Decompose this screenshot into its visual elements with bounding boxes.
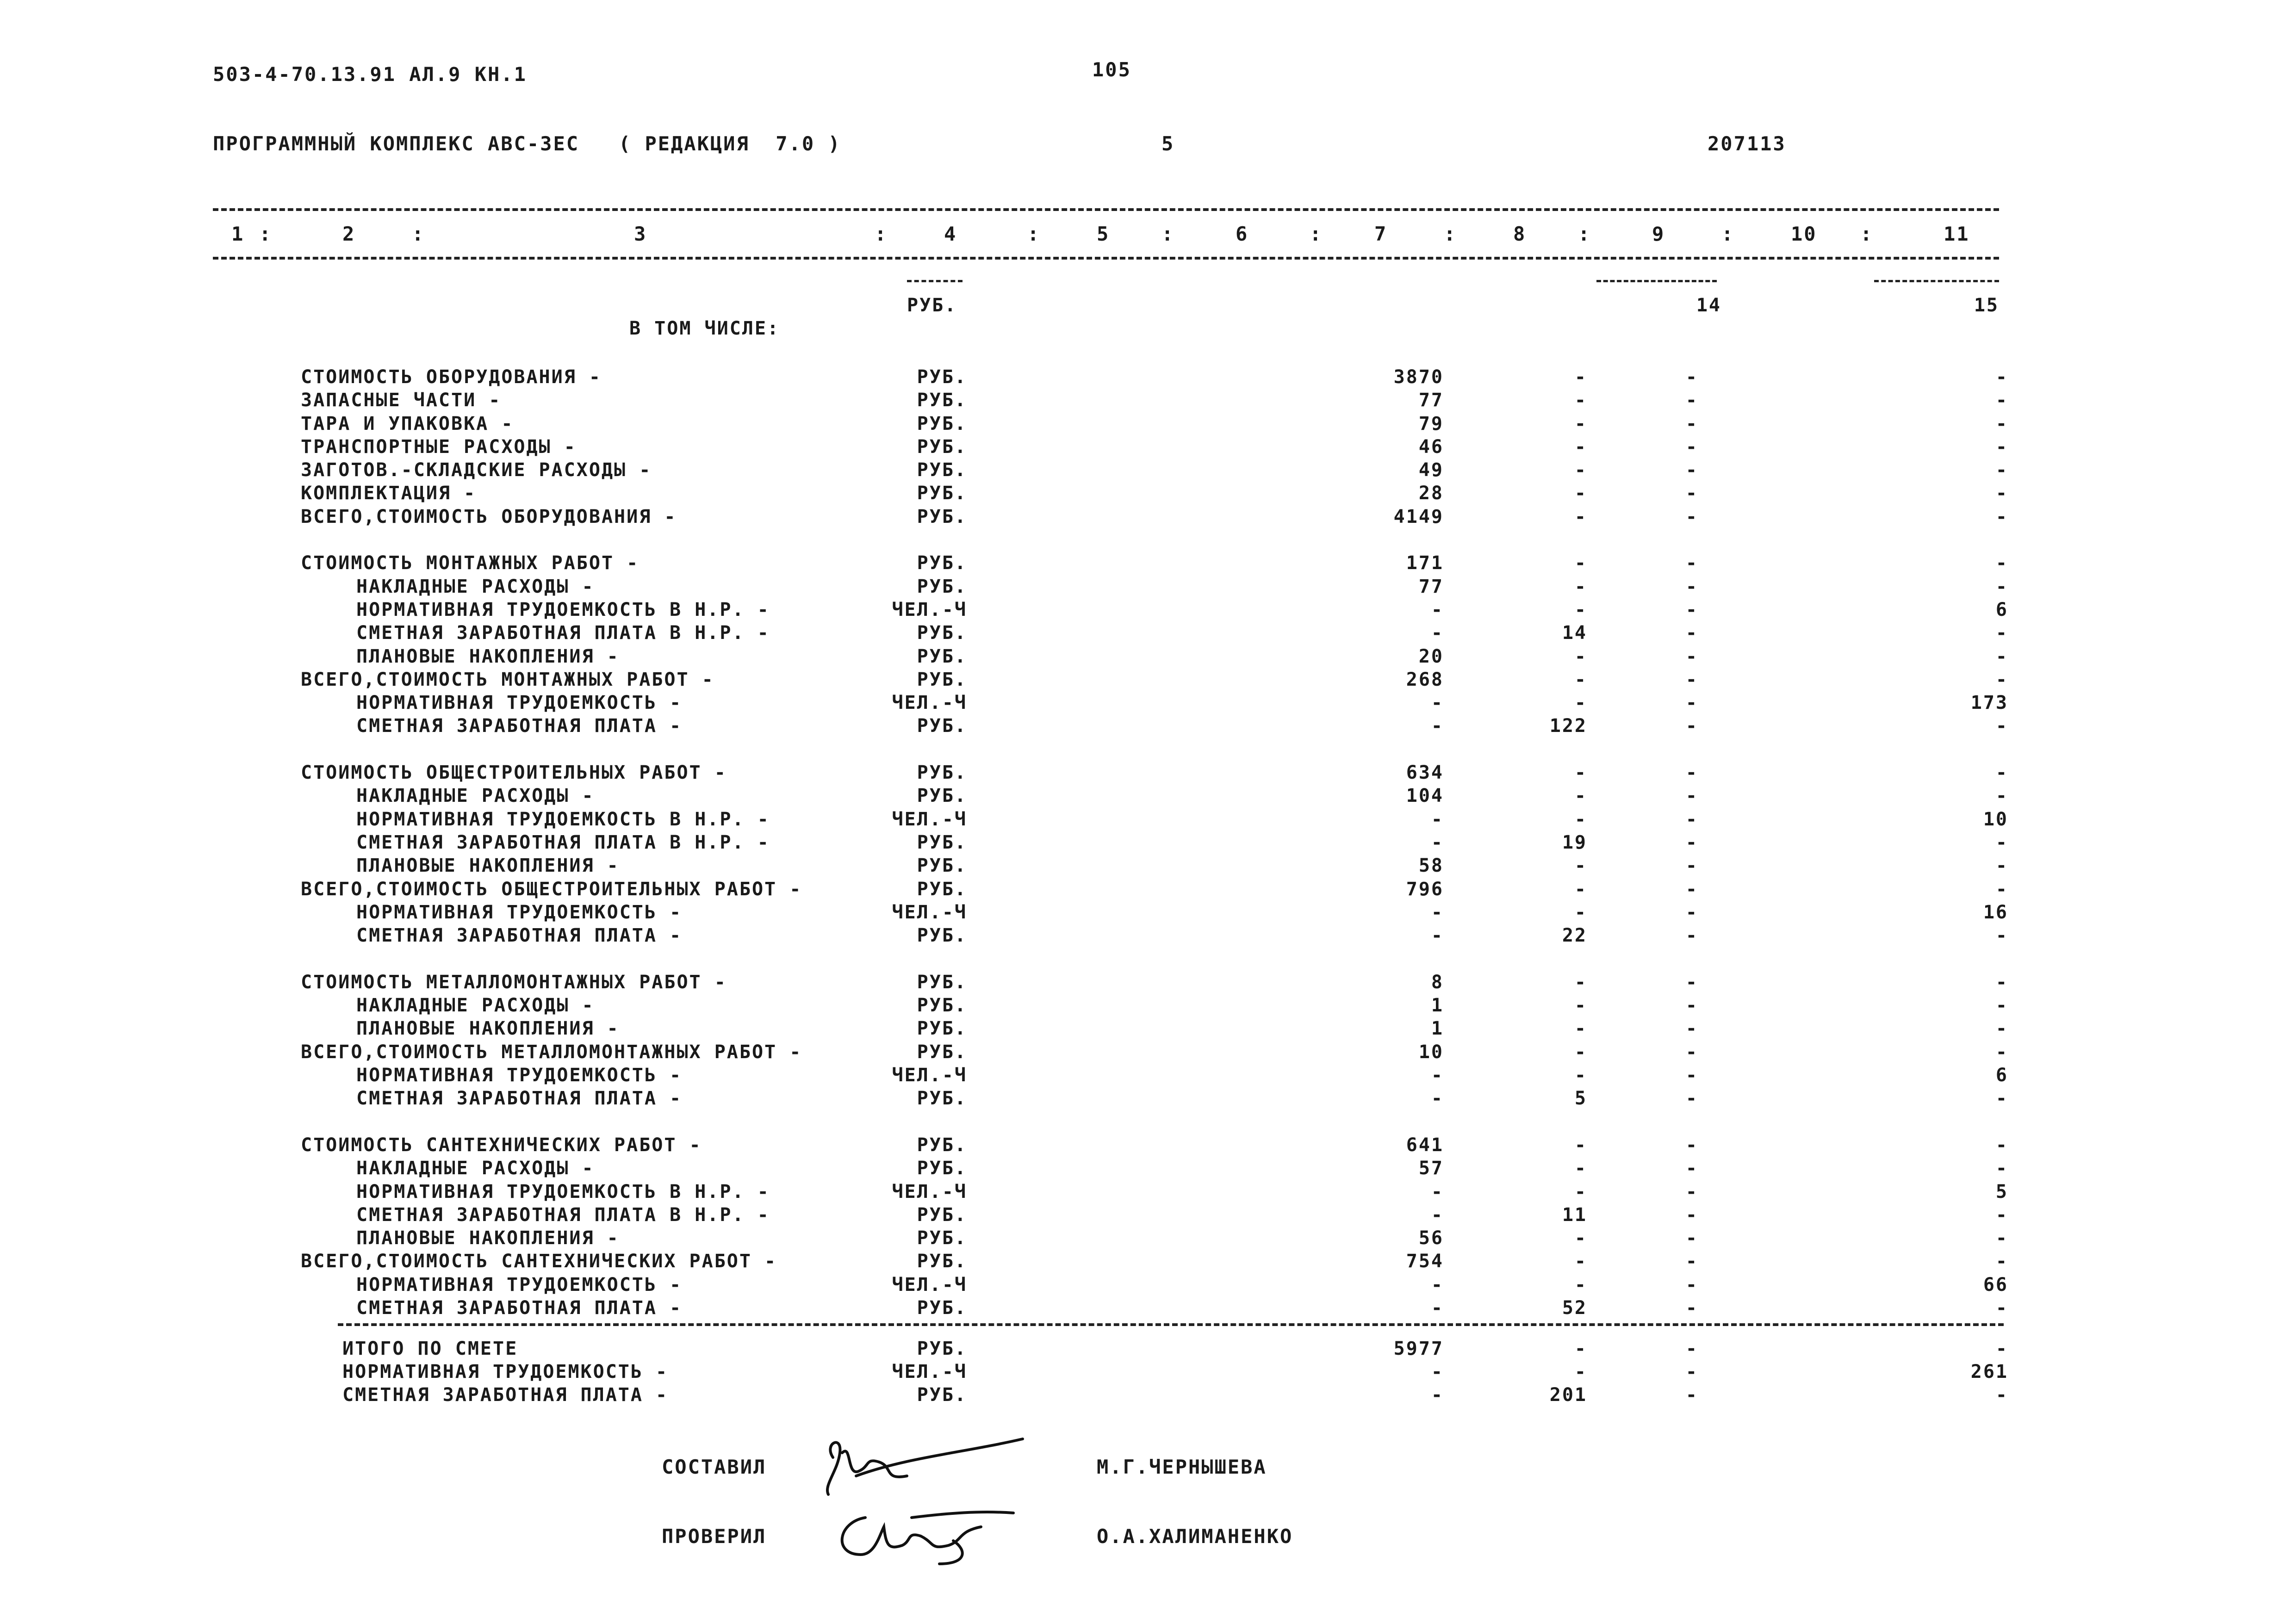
short-rule-col9: [1596, 280, 1717, 282]
row-col7-value: 641: [1406, 1134, 1444, 1156]
column-separator: :: [1578, 223, 1591, 245]
row-col8-value: -: [1574, 1065, 1587, 1086]
row-col8-value: -: [1574, 1158, 1587, 1179]
row-label: ЗАГОТОВ.-СКЛАДСКИЕ РАСХОДЫ -: [301, 459, 652, 481]
row-col11-value: -: [1995, 1134, 2008, 1156]
row-unit: РУБ.: [917, 1018, 967, 1039]
totals-col11-value: 261: [1970, 1361, 2008, 1382]
row-col9-value: -: [1685, 1018, 1698, 1039]
row-unit: РУБ.: [917, 972, 967, 993]
row-label: ПЛАНОВЫЕ НАКОПЛЕНИЯ -: [356, 1227, 620, 1249]
in-total-label: В ТОМ ЧИСЛЕ:: [629, 318, 780, 339]
column-separator: :: [1161, 223, 1175, 245]
row-col11-value: 5: [1995, 1181, 2008, 1203]
row-col7-value: 57: [1418, 1158, 1444, 1179]
compiled-name: М.Г.ЧЕРНЫШЕВА: [1097, 1456, 1267, 1478]
row-col8-value: -: [1574, 506, 1587, 527]
row-col9-value: -: [1685, 1204, 1698, 1226]
row-col9-value: -: [1685, 925, 1698, 946]
row-col7-value: 28: [1418, 483, 1444, 504]
sheet-number: 5: [1161, 132, 1175, 155]
row-label: НОРМАТИВНАЯ ТРУДОЕМКОСТЬ В Н.Р. -: [356, 1181, 770, 1203]
row-col11-value: 6: [1995, 599, 2008, 620]
row-col7-value: 77: [1418, 576, 1444, 597]
row-unit: РУБ.: [917, 622, 967, 644]
row-label: СТОИМОСТЬ ОБОРУДОВАНИЯ -: [301, 366, 602, 388]
totals-col7-value: -: [1431, 1361, 1444, 1382]
row-col8-value: -: [1574, 366, 1587, 388]
row-col9-value: -: [1685, 1181, 1698, 1203]
row-col7-value: -: [1431, 1274, 1444, 1295]
row-col8-value: -: [1574, 1134, 1587, 1156]
totals-col9-value: -: [1685, 1338, 1698, 1359]
top-row-unit: РУБ.: [907, 295, 957, 316]
header-rule-top: [213, 208, 1999, 211]
row-col11-value: -: [1995, 1251, 2008, 1272]
row-label: СТОИМОСТЬ МОНТАЖНЫХ РАБОТ -: [301, 552, 640, 574]
row-col8-value: 11: [1562, 1204, 1587, 1226]
row-col8-value: 122: [1549, 715, 1587, 737]
row-col11-value: -: [1995, 762, 2008, 783]
top-row-col9-value: 14: [1696, 295, 1721, 316]
row-col9-value: -: [1685, 1274, 1698, 1295]
row-col9-value: -: [1685, 506, 1698, 527]
totals-col8-value: -: [1574, 1361, 1587, 1382]
row-col7-value: 10: [1418, 1041, 1444, 1063]
column-separator: :: [259, 223, 273, 245]
header-rule-bottom: [213, 257, 1999, 260]
row-col8-value: 52: [1562, 1297, 1587, 1319]
row-unit: РУБ.: [917, 1088, 967, 1109]
row-col11-value: -: [1995, 1297, 2008, 1319]
compiled-label: СОСТАВИЛ: [662, 1456, 767, 1478]
row-col8-value: -: [1574, 902, 1587, 923]
totals-unit: РУБ.: [917, 1338, 967, 1359]
row-col8-value: -: [1574, 995, 1587, 1016]
row-unit: ЧЕЛ.-Ч: [892, 1274, 967, 1295]
row-label: НАКЛАДНЫЕ РАСХОДЫ -: [356, 1158, 595, 1179]
row-col9-value: -: [1685, 483, 1698, 504]
row-col7-value: 104: [1406, 785, 1444, 806]
row-label: НОРМАТИВНАЯ ТРУДОЕМКОСТЬ -: [356, 1274, 683, 1295]
row-unit: РУБ.: [917, 1251, 967, 1272]
row-col7-value: -: [1431, 1088, 1444, 1109]
row-col11-value: -: [1995, 832, 2008, 853]
row-label: ПЛАНОВЫЕ НАКОПЛЕНИЯ -: [356, 646, 620, 667]
row-col8-value: 14: [1562, 622, 1587, 644]
row-col7-value: 634: [1406, 762, 1444, 783]
row-label: СТОИМОСТЬ ОБЩЕСТРОИТЕЛЬНЫХ РАБОТ -: [301, 762, 727, 783]
row-unit: РУБ.: [917, 506, 967, 527]
row-col8-value: -: [1574, 855, 1587, 876]
row-unit: ЧЕЛ.-Ч: [892, 692, 967, 713]
row-col7-value: -: [1431, 622, 1444, 644]
checked-name: О.А.ХАЛИМАНЕНКО: [1097, 1525, 1293, 1548]
row-col9-value: -: [1685, 390, 1698, 411]
row-col8-value: -: [1574, 413, 1587, 434]
row-col8-value: 19: [1562, 832, 1587, 853]
column-separator: :: [1310, 223, 1323, 245]
totals-col7-value: 5977: [1393, 1338, 1444, 1359]
row-label: ТРАНСПОРТНЫЕ РАСХОДЫ -: [301, 436, 577, 458]
row-col8-value: -: [1574, 459, 1587, 481]
row-unit: РУБ.: [917, 483, 967, 504]
row-col9-value: -: [1685, 715, 1698, 737]
row-col11-value: 66: [1983, 1274, 2008, 1295]
column-separator: :: [1444, 223, 1457, 245]
row-col11-value: -: [1995, 1018, 2008, 1039]
row-col9-value: -: [1685, 459, 1698, 481]
row-col11-value: 10: [1983, 809, 2008, 830]
row-unit: РУБ.: [917, 925, 967, 946]
row-col9-value: -: [1685, 1227, 1698, 1249]
row-col8-value: -: [1574, 669, 1587, 690]
row-col9-value: -: [1685, 1065, 1698, 1086]
row-col7-value: -: [1431, 809, 1444, 830]
row-col8-value: -: [1574, 692, 1587, 713]
row-unit: РУБ.: [917, 1134, 967, 1156]
row-col11-value: -: [1995, 506, 2008, 527]
compiled-signature: [814, 1425, 1027, 1504]
row-unit: ЧЕЛ.-Ч: [892, 809, 967, 830]
row-label: НОРМАТИВНАЯ ТРУДОЕМКОСТЬ -: [356, 1065, 683, 1086]
row-col11-value: -: [1995, 646, 2008, 667]
row-unit: РУБ.: [917, 1297, 967, 1319]
row-unit: РУБ.: [917, 1227, 967, 1249]
row-col8-value: -: [1574, 1018, 1587, 1039]
row-col7-value: -: [1431, 902, 1444, 923]
row-col8-value: -: [1574, 1251, 1587, 1272]
row-col11-value: -: [1995, 925, 2008, 946]
top-row-col11-value: 15: [1974, 295, 1999, 316]
row-col8-value: 5: [1574, 1088, 1587, 1109]
row-col11-value: 6: [1995, 1065, 2008, 1086]
row-label: КОМПЛЕКТАЦИЯ -: [301, 483, 477, 504]
checked-signature: [828, 1499, 1023, 1568]
row-col9-value: -: [1685, 809, 1698, 830]
row-unit: РУБ.: [917, 436, 967, 458]
row-unit: РУБ.: [917, 785, 967, 806]
column-number: 5: [1097, 223, 1110, 245]
row-col7-value: 1: [1431, 995, 1444, 1016]
row-col9-value: -: [1685, 855, 1698, 876]
row-unit: РУБ.: [917, 669, 967, 690]
row-unit: РУБ.: [917, 879, 967, 900]
totals-col7-value: -: [1431, 1384, 1444, 1406]
column-number: 3: [634, 223, 647, 245]
row-col9-value: -: [1685, 576, 1698, 597]
column-separator: :: [1860, 223, 1874, 245]
row-unit: РУБ.: [917, 576, 967, 597]
row-col8-value: -: [1574, 1181, 1587, 1203]
row-col8-value: -: [1574, 762, 1587, 783]
row-col8-value: -: [1574, 646, 1587, 667]
row-col11-value: -: [1995, 459, 2008, 481]
row-label: СМЕТНАЯ ЗАРАБОТНАЯ ПЛАТА -: [356, 925, 683, 946]
row-col8-value: -: [1574, 483, 1587, 504]
row-unit: РУБ.: [917, 1158, 967, 1179]
row-label: СМЕТНАЯ ЗАРАБОТНАЯ ПЛАТА -: [356, 1088, 683, 1109]
row-col11-value: -: [1995, 972, 2008, 993]
column-number: 4: [944, 223, 957, 245]
row-col8-value: -: [1574, 576, 1587, 597]
row-col7-value: -: [1431, 1181, 1444, 1203]
checked-label: ПРОВЕРИЛ: [662, 1525, 767, 1548]
row-col9-value: -: [1685, 995, 1698, 1016]
row-col11-value: -: [1995, 855, 2008, 876]
row-label: НОРМАТИВНАЯ ТРУДОЕМКОСТЬ -: [356, 692, 683, 713]
row-col7-value: 796: [1406, 879, 1444, 900]
row-label: НАКЛАДНЫЕ РАСХОДЫ -: [356, 785, 595, 806]
page-number: 105: [1092, 58, 1131, 81]
row-col7-value: -: [1431, 832, 1444, 853]
row-col8-value: -: [1574, 1227, 1587, 1249]
row-unit: РУБ.: [917, 366, 967, 388]
column-number: 8: [1513, 223, 1527, 245]
row-col11-value: -: [1995, 366, 2008, 388]
column-number: 9: [1652, 223, 1665, 245]
row-col11-value: -: [1995, 669, 2008, 690]
row-label: НОРМАТИВНАЯ ТРУДОЕМКОСТЬ В Н.Р. -: [356, 599, 770, 620]
row-label: НАКЛАДНЫЕ РАСХОДЫ -: [356, 576, 595, 597]
row-col11-value: -: [1995, 413, 2008, 434]
row-col7-value: 171: [1406, 552, 1444, 574]
column-number: 1: [231, 223, 245, 245]
row-unit: РУБ.: [917, 1041, 967, 1063]
row-unit: РУБ.: [917, 715, 967, 737]
row-col11-value: -: [1995, 576, 2008, 597]
row-unit: РУБ.: [917, 413, 967, 434]
row-col8-value: -: [1574, 552, 1587, 574]
row-col11-value: -: [1995, 1158, 2008, 1179]
row-col9-value: -: [1685, 1134, 1698, 1156]
row-unit: РУБ.: [917, 1204, 967, 1226]
column-number: 11: [1944, 223, 1970, 245]
row-label: ПЛАНОВЫЕ НАКОПЛЕНИЯ -: [356, 1018, 620, 1039]
row-col7-value: 56: [1418, 1227, 1444, 1249]
row-col7-value: 77: [1418, 390, 1444, 411]
row-col9-value: -: [1685, 646, 1698, 667]
row-col9-value: -: [1685, 436, 1698, 458]
row-col11-value: -: [1995, 879, 2008, 900]
row-col9-value: -: [1685, 1088, 1698, 1109]
row-col7-value: -: [1431, 1297, 1444, 1319]
totals-col9-value: -: [1685, 1361, 1698, 1382]
row-label: НАКЛАДНЫЕ РАСХОДЫ -: [356, 995, 595, 1016]
row-col7-value: 46: [1418, 436, 1444, 458]
row-col9-value: -: [1685, 1158, 1698, 1179]
row-col8-value: -: [1574, 1041, 1587, 1063]
row-col7-value: -: [1431, 1065, 1444, 1086]
row-col9-value: -: [1685, 762, 1698, 783]
row-col11-value: -: [1995, 1041, 2008, 1063]
row-label: ЗАПАСНЫЕ ЧАСТИ -: [301, 390, 502, 411]
row-col11-value: 173: [1970, 692, 2008, 713]
column-number: 2: [342, 223, 356, 245]
column-separator: :: [1027, 223, 1041, 245]
totals-unit: РУБ.: [917, 1384, 967, 1406]
row-unit: РУБ.: [917, 552, 967, 574]
row-col7-value: -: [1431, 1204, 1444, 1226]
document-id: 207113: [1708, 132, 1786, 155]
row-col8-value: -: [1574, 785, 1587, 806]
row-label: НОРМАТИВНАЯ ТРУДОЕМКОСТЬ -: [356, 902, 683, 923]
program-title: ПРОГРАММНЫЙ КОМПЛЕКС АВС-3ЕС ( РЕДАКЦИЯ 7.0 ): [213, 132, 841, 155]
row-col9-value: -: [1685, 413, 1698, 434]
row-col8-value: -: [1574, 599, 1587, 620]
totals-col8-value: -: [1574, 1338, 1587, 1359]
row-col9-value: -: [1685, 1297, 1698, 1319]
row-col11-value: -: [1995, 1088, 2008, 1109]
column-separator: :: [875, 223, 888, 245]
row-unit: РУБ.: [917, 459, 967, 481]
row-col11-value: -: [1995, 995, 2008, 1016]
row-col9-value: -: [1685, 692, 1698, 713]
row-unit: РУБ.: [917, 995, 967, 1016]
row-col9-value: -: [1685, 902, 1698, 923]
row-col7-value: 3870: [1393, 366, 1444, 388]
row-col11-value: -: [1995, 390, 2008, 411]
row-label: ВСЕГО,СТОИМОСТЬ МОНТАЖНЫХ РАБОТ -: [301, 669, 714, 690]
row-label: СМЕТНАЯ ЗАРАБОТНАЯ ПЛАТА -: [356, 715, 683, 737]
row-col7-value: 58: [1418, 855, 1444, 876]
row-col7-value: 1: [1431, 1018, 1444, 1039]
totals-unit: ЧЕЛ.-Ч: [892, 1361, 967, 1382]
row-col8-value: -: [1574, 972, 1587, 993]
row-col11-value: -: [1995, 1204, 2008, 1226]
short-rule-unit: [907, 280, 963, 282]
row-col7-value: 20: [1418, 646, 1444, 667]
row-unit: РУБ.: [917, 762, 967, 783]
row-unit: ЧЕЛ.-Ч: [892, 1065, 967, 1086]
totals-rule: [338, 1323, 2004, 1326]
row-col11-value: -: [1995, 483, 2008, 504]
row-label: НОРМАТИВНАЯ ТРУДОЕМКОСТЬ В Н.Р. -: [356, 809, 770, 830]
row-col7-value: 4149: [1393, 506, 1444, 527]
row-unit: ЧЕЛ.-Ч: [892, 599, 967, 620]
row-unit: ЧЕЛ.-Ч: [892, 1181, 967, 1203]
row-col11-value: -: [1995, 436, 2008, 458]
row-col9-value: -: [1685, 599, 1698, 620]
row-col8-value: -: [1574, 390, 1587, 411]
row-col7-value: 79: [1418, 413, 1444, 434]
row-col7-value: 8: [1431, 972, 1444, 993]
row-label: СТОИМОСТЬ МЕТАЛЛОМОНТАЖНЫХ РАБОТ -: [301, 972, 727, 993]
column-number: 6: [1236, 223, 1249, 245]
row-col8-value: -: [1574, 809, 1587, 830]
row-col9-value: -: [1685, 879, 1698, 900]
row-label: ВСЕГО,СТОИМОСТЬ САНТЕХНИЧЕСКИХ РАБОТ -: [301, 1251, 777, 1272]
row-col11-value: -: [1995, 1227, 2008, 1249]
row-col9-value: -: [1685, 832, 1698, 853]
row-label: СТОИМОСТЬ САНТЕХНИЧЕСКИХ РАБОТ -: [301, 1134, 702, 1156]
totals-label: НОРМАТИВНАЯ ТРУДОЕМКОСТЬ -: [342, 1361, 669, 1382]
row-col11-value: 16: [1983, 902, 2008, 923]
row-unit: РУБ.: [917, 832, 967, 853]
row-unit: ЧЕЛ.-Ч: [892, 902, 967, 923]
row-col9-value: -: [1685, 1041, 1698, 1063]
row-label: ТАРА И УПАКОВКА -: [301, 413, 514, 434]
row-col8-value: 22: [1562, 925, 1587, 946]
row-col11-value: -: [1995, 552, 2008, 574]
short-rule-col11: [1874, 280, 1999, 282]
row-col7-value: -: [1431, 925, 1444, 946]
row-col9-value: -: [1685, 785, 1698, 806]
totals-col8-value: 201: [1549, 1384, 1587, 1406]
row-unit: РУБ.: [917, 646, 967, 667]
row-label: СМЕТНАЯ ЗАРАБОТНАЯ ПЛАТА В Н.Р. -: [356, 1204, 770, 1226]
row-col9-value: -: [1685, 669, 1698, 690]
totals-col9-value: -: [1685, 1384, 1698, 1406]
column-separator: :: [1721, 223, 1735, 245]
totals-label: ИТОГО ПО СМЕТЕ: [342, 1338, 518, 1359]
row-col7-value: -: [1431, 692, 1444, 713]
totals-col11-value: -: [1995, 1338, 2008, 1359]
column-separator: :: [412, 223, 425, 245]
row-label: СМЕТНАЯ ЗАРАБОТНАЯ ПЛАТА В Н.Р. -: [356, 832, 770, 853]
column-number: 10: [1791, 223, 1817, 245]
row-col7-value: 268: [1406, 669, 1444, 690]
totals-label: СМЕТНАЯ ЗАРАБОТНАЯ ПЛАТА -: [342, 1384, 669, 1406]
row-label: ВСЕГО,СТОИМОСТЬ МЕТАЛЛОМОНТАЖНЫХ РАБОТ -: [301, 1041, 802, 1063]
row-col7-value: 754: [1406, 1251, 1444, 1272]
row-col7-value: -: [1431, 715, 1444, 737]
row-col11-value: -: [1995, 715, 2008, 737]
row-col7-value: -: [1431, 599, 1444, 620]
row-label: ПЛАНОВЫЕ НАКОПЛЕНИЯ -: [356, 855, 620, 876]
row-col8-value: -: [1574, 436, 1587, 458]
row-label: СМЕТНАЯ ЗАРАБОТНАЯ ПЛАТА В Н.Р. -: [356, 622, 770, 644]
row-col11-value: -: [1995, 785, 2008, 806]
row-col9-value: -: [1685, 366, 1698, 388]
row-unit: РУБ.: [917, 855, 967, 876]
row-col9-value: -: [1685, 552, 1698, 574]
row-col7-value: 49: [1418, 459, 1444, 481]
row-col9-value: -: [1685, 972, 1698, 993]
row-label: СМЕТНАЯ ЗАРАБОТНАЯ ПЛАТА -: [356, 1297, 683, 1319]
row-col11-value: -: [1995, 622, 2008, 644]
row-unit: РУБ.: [917, 390, 967, 411]
row-col8-value: -: [1574, 879, 1587, 900]
row-col9-value: -: [1685, 622, 1698, 644]
row-col9-value: -: [1685, 1251, 1698, 1272]
column-number: 7: [1374, 223, 1388, 245]
document-code: 503-4-70.13.91 АЛ.9 КН.1: [213, 63, 527, 86]
totals-col11-value: -: [1995, 1384, 2008, 1406]
row-label: ВСЕГО,СТОИМОСТЬ ОБОРУДОВАНИЯ -: [301, 506, 677, 527]
row-label: ВСЕГО,СТОИМОСТЬ ОБЩЕСТРОИТЕЛЬНЫХ РАБОТ -: [301, 879, 802, 900]
row-col8-value: -: [1574, 1274, 1587, 1295]
